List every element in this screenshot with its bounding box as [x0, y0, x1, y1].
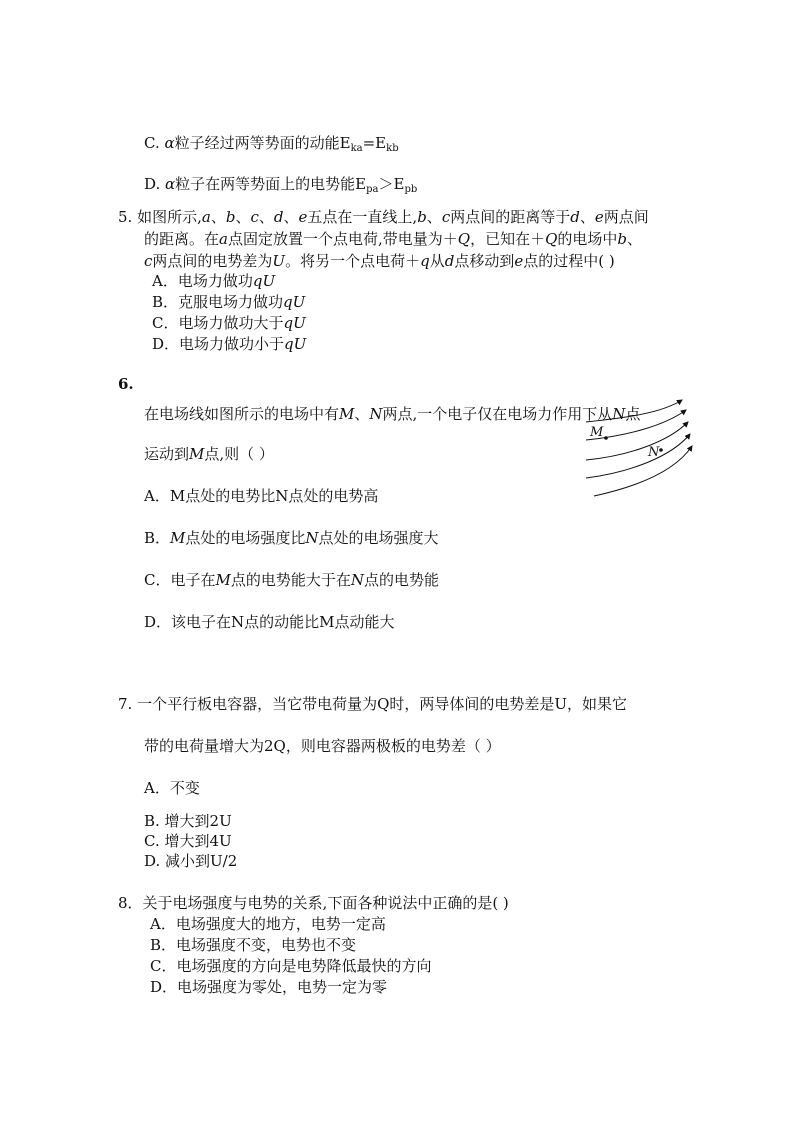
- q7-option-c: C. 增大到4U: [144, 832, 232, 850]
- q6-option-b: B．M点处的电场强度比N点处的电场强度大: [144, 529, 439, 547]
- q8-option-c: C．电场强度的方向是电势降低最快的方向: [150, 957, 432, 975]
- field-line-4: [586, 434, 690, 478]
- field-line-1: [586, 400, 682, 422]
- q5-option-b: B．克服电场力做功qU: [152, 293, 306, 311]
- q5-stem-line1: 5. 如图所示,a、b、c、d、e五点在一直线上,b、c两点间的距离等于d、e两点间: [118, 208, 649, 226]
- q8-option-a: A．电场强度大的地方，电势一定高: [150, 915, 386, 933]
- q8-option-d: D．电场强度为零处，电势一定为零: [150, 978, 388, 996]
- q7-stem-line2: 带的电荷量增大为2Q，则电容器两极板的电势差（ ）: [144, 737, 501, 755]
- q5-stem-line3: c两点间的电势差为U。将另一个点电荷＋q从d点移动到e点的过程中( ): [144, 252, 615, 270]
- q6-stem-line2: 运动到M点,则（ ）: [144, 445, 274, 463]
- point-n: [659, 448, 663, 452]
- label-n: N: [648, 445, 660, 460]
- q6-number: 6.: [118, 375, 134, 393]
- q5-option-a: A．电场力做功qU: [152, 272, 276, 290]
- q7-option-d: D. 减小到U/2: [144, 852, 238, 870]
- label-m: M: [590, 425, 604, 440]
- point-m: [604, 436, 608, 440]
- q4-option-c: C. α粒子经过两等势面的动能$E_{ka}=E_{kb}$: [144, 134, 399, 154]
- q6-stem-line1: 在电场线如图所示的电场中有M、N两点,一个电子仅在电场力作用下从N点: [144, 405, 641, 423]
- q6-option-c: C．电子在M点的电势能大于在N点的电势能: [144, 571, 439, 589]
- q6-option-d: D．该电子在N点的动能比M点动能大: [144, 613, 395, 631]
- q5-option-d: D．电场力做功小于qU: [152, 335, 307, 353]
- electric-field-lines-figure: [582, 398, 694, 500]
- q8-option-b: B．电场强度不变，电势也不变: [150, 936, 357, 954]
- field-line-5: [594, 446, 692, 496]
- q6-option-a: A．M点处的电势比N点处的电势高: [144, 487, 379, 505]
- q7-stem-line1: 7. 一个平行板电容器，当它带电荷量为Q时，两导体间的电势差是U，如果它: [118, 695, 628, 713]
- q7-option-b: B. 增大到2U: [144, 812, 232, 830]
- q5-option-c: C．电场力做功大于qU: [152, 314, 306, 332]
- q8-stem: 8．关于电场强度与电势的关系,下面各种说法中正确的是( ): [118, 894, 509, 912]
- q7-option-a: A．不变: [144, 779, 200, 797]
- q5-stem-line2: 的距离。在a点固定放置一个点电荷,带电量为＋Q，已知在＋Q的电场中b、: [144, 230, 643, 248]
- q4-option-d: D. α粒子在两等势面上的电势能$E_{pa}>E_{pb}$: [144, 175, 418, 195]
